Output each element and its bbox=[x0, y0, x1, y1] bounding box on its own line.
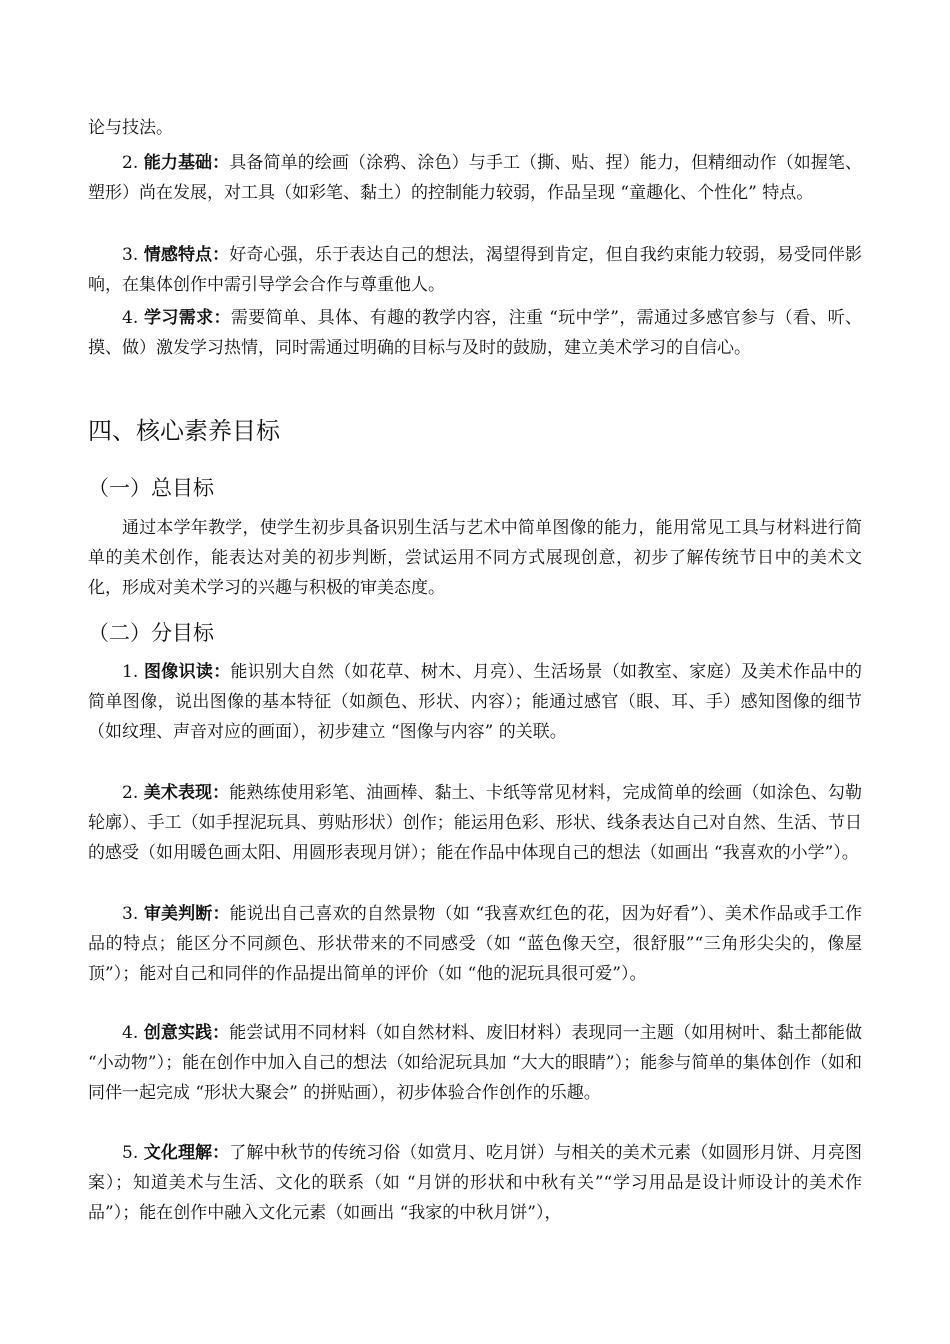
item-label: 美术表现 bbox=[143, 783, 213, 803]
item-separator: ： bbox=[213, 308, 231, 328]
item-separator: ： bbox=[213, 662, 231, 682]
section-4-title: 四、核心素养目标 bbox=[88, 417, 280, 445]
item-text: 能熟练使用彩笔、油画棒、黏土、卡纸等常见材料，完成简单的绘画（如涂色、勾勒轮廓）、手工（如手捏泥玩具、剪贴形状）创作；能运用色彩、形状、线条表达自己对自然、生活、节日的感受（如用暖色画太阳、用圆形表现月饼）；能在作品中体现自己的想法（如画出 “我喜欢的小学”）。 bbox=[88, 783, 863, 863]
sub-goals-heading: （二）分目标 bbox=[88, 621, 214, 645]
learner-item-4 bbox=[88, 303, 862, 363]
overall-goal-paragraph bbox=[88, 513, 862, 603]
item-label: 学习需求 bbox=[144, 308, 214, 328]
item-separator: ： bbox=[212, 245, 230, 265]
intro-tail-paragraph bbox=[88, 113, 862, 143]
sub-goal-5 bbox=[88, 1138, 862, 1228]
item-text: 能说出自己喜欢的自然景物（如 “我喜欢红色的花，因为好看”）、美术作品或手工作品的特点；能区分不同颜色、形状带来的不同感受（如 “蓝色像天空，很舒服”“三角形尖尖的，像屋顶”）；能对自己和同伴的作品提出简单的评价（如 “他的泥玩具很可爱”）。 bbox=[88, 904, 863, 984]
sub-goal-3 bbox=[88, 899, 862, 989]
item-separator: ： bbox=[212, 1143, 230, 1163]
item-number: 3. bbox=[122, 904, 139, 924]
sub-goal-4 bbox=[88, 1018, 862, 1108]
item-separator: ： bbox=[212, 904, 230, 924]
learner-item-2 bbox=[88, 148, 862, 208]
item-label: 文化理解 bbox=[143, 1143, 213, 1163]
sub-goal-1 bbox=[88, 657, 862, 747]
item-number: 1. bbox=[122, 662, 139, 682]
item-text: 好奇心强，乐于表达自己的想法，渴望得到肯定，但自我约束能力较弱，易受同伴影响，在集体创作中需引导学会合作与尊重他人。 bbox=[88, 245, 863, 295]
item-label: 情感特点 bbox=[143, 245, 213, 265]
item-label: 能力基础 bbox=[143, 153, 213, 173]
item-number: 2. bbox=[122, 783, 139, 803]
intro-tail-text: 论与技法。 bbox=[88, 118, 173, 138]
sub-goal-2 bbox=[88, 778, 862, 868]
item-number: 4. bbox=[122, 308, 139, 328]
item-number: 4. bbox=[122, 1023, 139, 1043]
item-text: 能尝试用不同材料（如自然材料、废旧材料）表现同一主题（如用树叶、黏土都能做 “小动物”）；能在创作中加入自己的想法（如给泥玩具加 “大大的眼睛”）；能参与简单的集体创作（如和同伴一起完成 “形状大聚会” 的拼贴画），初步体验合作创作的乐趣。 bbox=[88, 1023, 863, 1103]
item-text: 需要简单、具体、有趣的教学内容，注重 “玩中学”，需通过多感官参与（看、听、摸、做）激发学习热情，同时需通过明确的目标与及时的鼓励，建立美术学习的自信心。 bbox=[88, 308, 863, 358]
item-separator: ： bbox=[212, 153, 230, 173]
item-separator: ： bbox=[212, 783, 230, 803]
item-label: 审美判断 bbox=[143, 904, 213, 924]
item-number: 5. bbox=[122, 1143, 139, 1163]
item-text: 能识别大自然（如花草、树木、月亮）、生活场景（如教室、家庭）及美术作品中的简单图像，说出图像的基本特征（如颜色、形状、内容）；能通过感官（眼、耳、手）感知图像的细节（如纹理、声音对应的画面），初步建立 “图像与内容” 的关联。 bbox=[88, 662, 863, 742]
item-text: 具备简单的绘画（涂鸦、涂色）与手工（撕、贴、捏）能力，但精细动作（如握笔、塑形）尚在发展，对工具（如彩笔、黏土）的控制能力较弱，作品呈现 “童趣化、个性化” 特点。 bbox=[88, 153, 863, 203]
item-label: 图像识读 bbox=[143, 662, 214, 682]
overall-goal-heading: （一）总目标 bbox=[88, 476, 214, 500]
learner-item-3 bbox=[88, 240, 862, 300]
item-text: 了解中秋节的传统习俗（如赏月、吃月饼）与相关的美术元素（如圆形月饼、月亮图案）；知道美术与生活、文化的联系（如 “月饼的形状和中秋有关”“学习用品是设计师设计的美术作品”）；能在创作中融入文化元素（如画出 “我家的中秋月饼”）， bbox=[88, 1143, 863, 1223]
item-number: 3. bbox=[122, 245, 139, 265]
item-number: 2. bbox=[122, 153, 139, 173]
item-label: 创意实践 bbox=[143, 1023, 213, 1043]
item-separator: ： bbox=[212, 1023, 230, 1043]
overall-goal-text: 通过本学年教学，使学生初步具备识别生活与艺术中简单图像的能力，能用常见工具与材料进行简单的美术创作，能表达对美的初步判断，尝试运用不同方式展现创意，初步了解传统节日中的美术文化，形成对美术学习的兴趣与积极的审美态度。 bbox=[88, 518, 862, 598]
